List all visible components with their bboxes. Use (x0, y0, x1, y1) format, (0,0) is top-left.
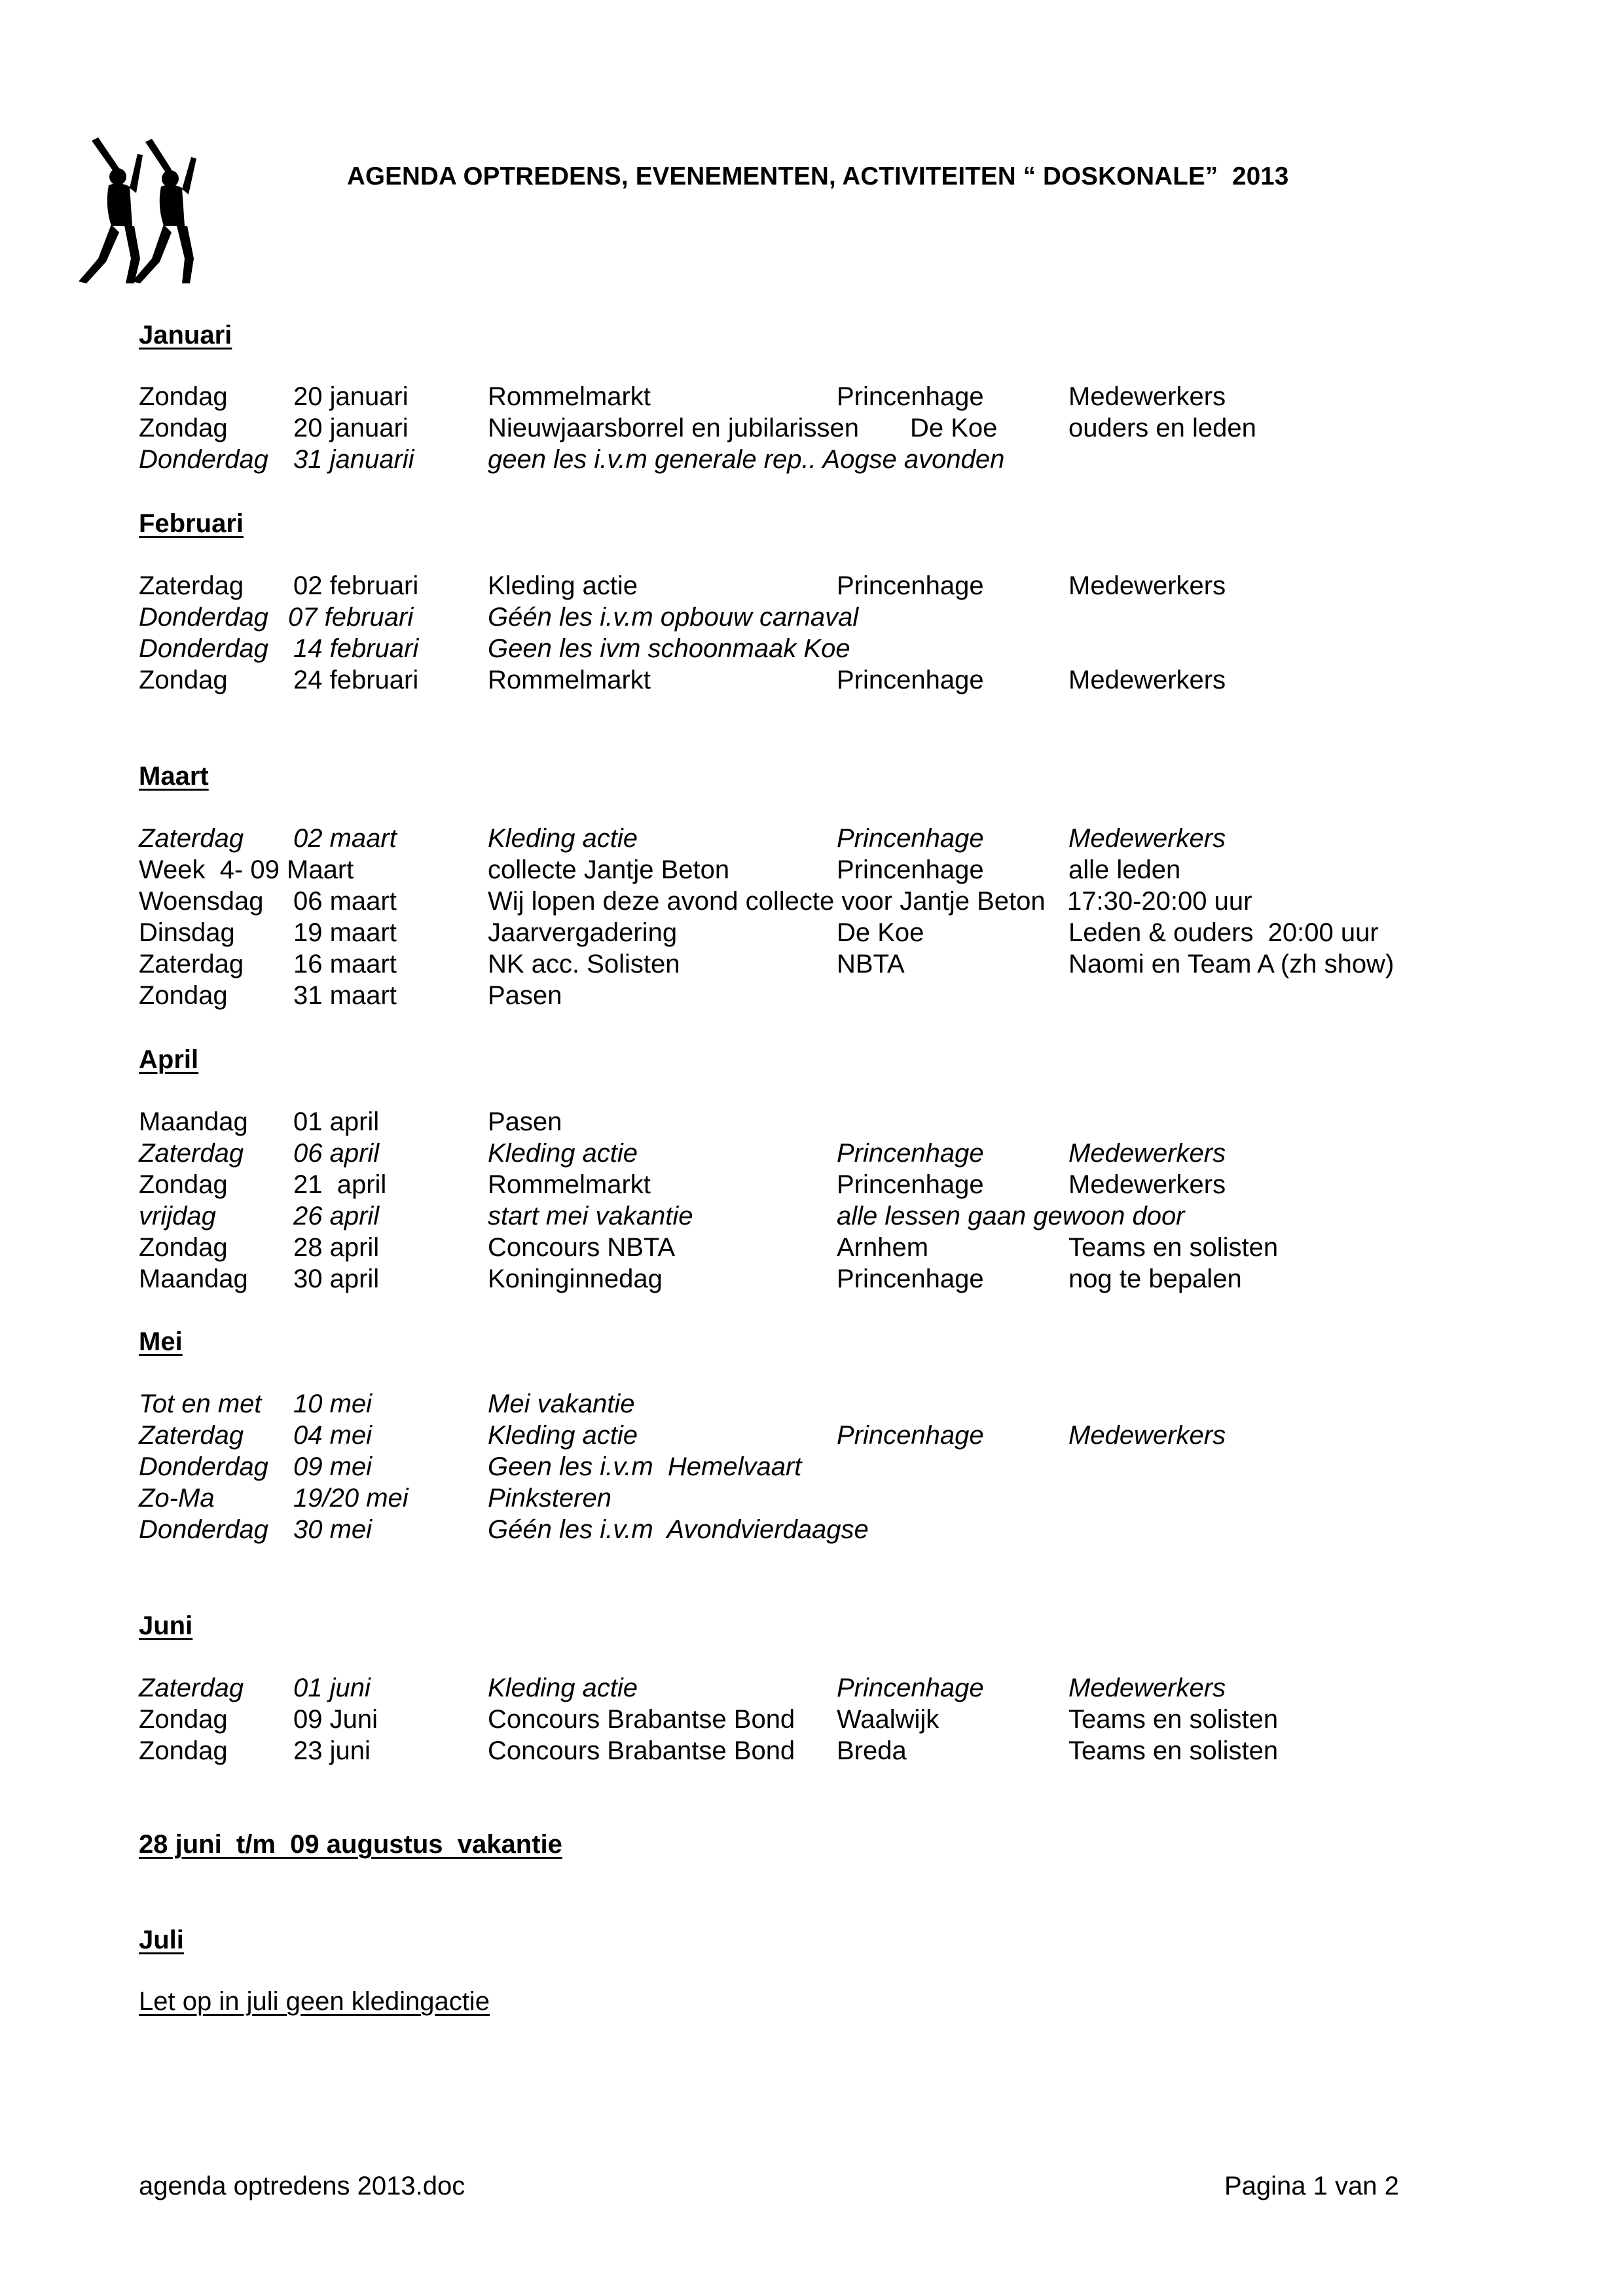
row-date: 19/20 mei (293, 1484, 409, 1513)
agenda-row (0, 981, 1623, 1013)
agenda-row (0, 1736, 1623, 1768)
footer-filename: agenda optredens 2013.doc (139, 2172, 465, 2200)
agenda-row (0, 1421, 1623, 1452)
row-day: Donderdag (139, 1515, 268, 1544)
agenda-row (0, 1452, 1623, 1484)
row-day: Zondag (139, 1233, 228, 1262)
row-who: Medewerkers (1068, 1170, 1226, 1199)
row-place: Arnhem (837, 1233, 929, 1262)
row-place: Princenhage (837, 571, 984, 600)
row-day: Tot en met (139, 1390, 262, 1418)
row-place: Princenhage (837, 1139, 984, 1168)
row-date: 23 juni (293, 1736, 371, 1765)
row-event: Concours NBTA (488, 1233, 676, 1262)
row-who: Teams en solisten (1068, 1233, 1279, 1262)
majorette-dancers-logo (72, 128, 219, 285)
row-event: Koninginnedag (488, 1265, 663, 1293)
row-event: Géén les i.v.m opbouw carnaval (488, 603, 859, 632)
row-date: 02 maart (293, 824, 397, 853)
row-event: Rommelmarkt (488, 1170, 651, 1199)
month-heading-april: April (139, 1045, 199, 1074)
juli-note: Let op in juli geen kledingactie (139, 1987, 490, 2016)
agenda-row (0, 950, 1623, 981)
row-event: Concours Brabantse Bond (488, 1736, 795, 1765)
agenda-row (0, 382, 1623, 414)
row-event: Pinksteren (488, 1484, 611, 1513)
row-date: 31 maart (293, 981, 397, 1010)
row-date: 30 april (293, 1265, 380, 1293)
row-day: Zo-Ma (139, 1484, 215, 1513)
row-place: Princenhage (837, 666, 984, 694)
row-event: Geen les i.v.m Hemelvaart (488, 1452, 802, 1481)
row-day: Zondag (139, 1170, 228, 1199)
agenda-row (0, 1515, 1623, 1547)
row-place: De Koe (910, 414, 998, 442)
row-event: Kleding actie (488, 571, 638, 600)
page-title: AGENDA OPTREDENS, EVENEMENTEN, ACTIVITEITEN “ DOSKONALE” 2013 (347, 162, 1289, 190)
row-day: Zondag (139, 1705, 228, 1734)
agenda-row (0, 824, 1623, 855)
month-heading-juli: Juli (139, 1926, 184, 1954)
row-event: Geen les ivm schoonmaak Koe (488, 634, 850, 663)
row-who: Teams en solisten (1068, 1705, 1279, 1734)
row-event: Kleding actie (488, 1674, 638, 1702)
row-date: 24 februari (293, 666, 419, 694)
row-date: 14 februari (293, 634, 419, 663)
row-day: Zaterdag (139, 824, 244, 853)
row-place: De Koe (837, 918, 924, 947)
row-event: Jaarvergadering (488, 918, 678, 947)
row-day: Maandag (139, 1265, 248, 1293)
agenda-row (0, 918, 1623, 950)
month-heading-januari: Januari (139, 321, 232, 350)
row-event: Géén les i.v.m Avondvierdaagse (488, 1515, 869, 1544)
row-event: Nieuwjaarsborrel en jubilarissen (488, 414, 859, 442)
row-event: Rommelmarkt (488, 666, 651, 694)
month-heading-juni: Juni (139, 1611, 193, 1640)
row-date: 19 maart (293, 918, 397, 947)
agenda-row (0, 666, 1623, 697)
row-date: 07 februari (288, 603, 414, 632)
agenda-row (0, 1674, 1623, 1705)
row-event: Kleding actie (488, 1139, 638, 1168)
agenda-row (0, 1390, 1623, 1421)
row-date: 09 Juni (293, 1705, 378, 1734)
row-who: alle leden (1068, 855, 1181, 884)
agenda-row (0, 1705, 1623, 1736)
row-event: Pasen (488, 981, 562, 1010)
row-who: Medewerkers (1068, 1421, 1226, 1450)
row-place: alle lessen gaan gewoon door (837, 1202, 1185, 1230)
month-heading-februari: Februari (139, 509, 244, 538)
row-who: Naomi en Team A (zh show) (1068, 950, 1395, 978)
row-date: 20 januari (293, 382, 409, 411)
agenda-row (0, 414, 1623, 445)
agenda-row (0, 1233, 1623, 1265)
row-day: Dinsdag (139, 918, 235, 947)
row-day: Zaterdag (139, 1421, 244, 1450)
row-date: 31 januarii (293, 445, 414, 474)
row-day: Zondag (139, 981, 228, 1010)
row-date: 04 mei (293, 1421, 373, 1450)
row-day: Zondag (139, 414, 228, 442)
month-heading-maart: Maart (139, 762, 209, 791)
row-who: Medewerkers (1068, 824, 1226, 853)
row-day: Zaterdag (139, 950, 244, 978)
row-date: 28 april (293, 1233, 380, 1262)
agenda-row (0, 445, 1623, 476)
month-heading-mei: Mei (139, 1327, 183, 1356)
agenda-row (0, 603, 1623, 634)
row-date: 06 april (293, 1139, 380, 1168)
row-date: 06 maart (293, 887, 397, 916)
row-place: Waalwijk (837, 1705, 939, 1734)
agenda-row (0, 1107, 1623, 1139)
agenda-row (0, 1265, 1623, 1296)
row-day: Zondag (139, 382, 228, 411)
row-place: Princenhage (837, 1421, 984, 1450)
row-event: Concours Brabantse Bond (488, 1705, 795, 1734)
row-who: Medewerkers (1068, 382, 1226, 411)
row-day: Zondag (139, 1736, 228, 1765)
agenda-row (0, 1484, 1623, 1515)
row-date: 20 januari (293, 414, 409, 442)
row-who: nog te bepalen (1068, 1265, 1242, 1293)
row-who: Medewerkers (1068, 1139, 1226, 1168)
row-event: Pasen (488, 1107, 562, 1136)
row-who: Leden & ouders 20:00 uur (1068, 918, 1379, 947)
row-place: Princenhage (837, 824, 984, 853)
row-who: Medewerkers (1068, 571, 1226, 600)
row-day: Zaterdag (139, 1139, 244, 1168)
row-day: Woensdag (139, 887, 264, 916)
agenda-row (0, 571, 1623, 603)
row-date: 30 mei (293, 1515, 373, 1544)
row-who: ouders en leden (1068, 414, 1256, 442)
row-day: Donderdag (139, 634, 268, 663)
row-who: Medewerkers (1068, 1674, 1226, 1702)
row-day: Zaterdag (139, 1674, 244, 1702)
row-date: 26 april (293, 1202, 380, 1230)
row-day: Zondag (139, 666, 228, 694)
row-date: 01 juni (293, 1674, 371, 1702)
vacation-heading: 28 juni t/m 09 augustus vakantie (139, 1830, 562, 1859)
row-event: Mei vakantie (488, 1390, 635, 1418)
row-event: geen les i.v.m generale rep.. Aogse avonden (488, 445, 1005, 474)
row-event: NK acc. Solisten (488, 950, 680, 978)
agenda-row (0, 634, 1623, 666)
row-date: 16 maart (293, 950, 397, 978)
row-place: Princenhage (837, 1170, 984, 1199)
row-day: Week 4- 09 Maart (139, 855, 354, 884)
row-event: Kleding actie (488, 1421, 638, 1450)
row-date: 09 mei (293, 1452, 373, 1481)
row-date: 02 februari (293, 571, 419, 600)
agenda-row (0, 1170, 1623, 1202)
row-place: Princenhage (837, 1265, 984, 1293)
row-place: Breda (837, 1736, 907, 1765)
row-date: 01 april (293, 1107, 380, 1136)
row-event: collecte Jantje Beton (488, 855, 730, 884)
row-day: Maandag (139, 1107, 248, 1136)
row-day: Donderdag (139, 603, 268, 632)
row-place: Princenhage (837, 855, 984, 884)
agenda-row (0, 1139, 1623, 1170)
row-event: Kleding actie (488, 824, 638, 853)
row-place: Princenhage (837, 382, 984, 411)
row-date: 21 april (293, 1170, 387, 1199)
row-event: Wij lopen deze avond collecte voor Jantje Beton 17:30-20:00 uur (488, 887, 1252, 916)
agenda-row (0, 887, 1623, 918)
row-day: vrijdag (139, 1202, 216, 1230)
row-day: Donderdag (139, 445, 268, 474)
row-date: 10 mei (293, 1390, 373, 1418)
row-place: Princenhage (837, 1674, 984, 1702)
agenda-row (0, 855, 1623, 887)
agenda-row (0, 1202, 1623, 1233)
row-who: Medewerkers (1068, 666, 1226, 694)
row-place: NBTA (837, 950, 905, 978)
row-event: start mei vakantie (488, 1202, 693, 1230)
row-who: Teams en solisten (1068, 1736, 1279, 1765)
row-day: Zaterdag (139, 571, 244, 600)
row-event: Rommelmarkt (488, 382, 651, 411)
row-day: Donderdag (139, 1452, 268, 1481)
footer-page-number: Pagina 1 van 2 (1224, 2172, 1399, 2200)
